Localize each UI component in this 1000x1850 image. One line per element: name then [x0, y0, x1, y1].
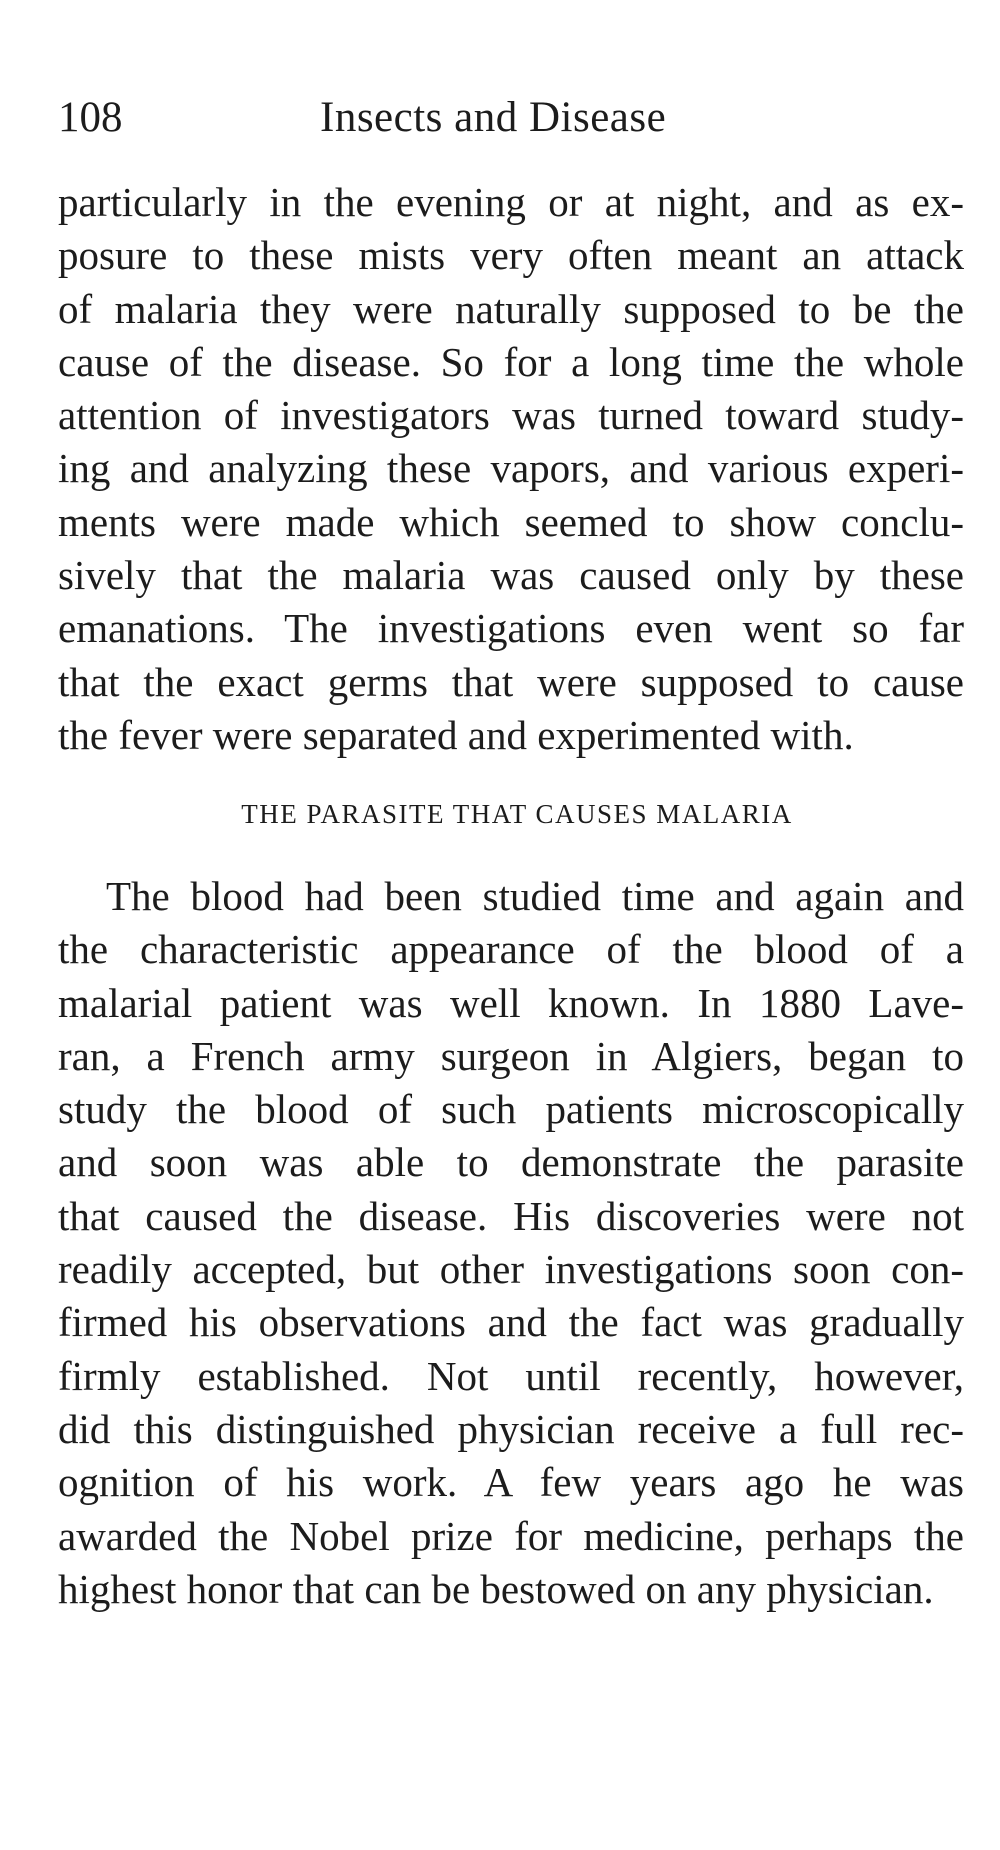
- text-line: The blood had been studied time and again and: [106, 873, 964, 919]
- text-line: did this distinguished physician receive a full rec-: [58, 1405, 964, 1452]
- text-line: firmly established. Not until recently, however,: [58, 1352, 964, 1399]
- running-title: Insects and Disease: [320, 94, 667, 141]
- page-number: 108: [58, 94, 123, 141]
- text-line: cause of the disease. So for a long time the whole: [58, 338, 964, 385]
- section-heading: THE PARASITE THAT CAUSES MALARIA: [241, 799, 793, 829]
- text-line: the fever were separated and experimented with.: [58, 711, 854, 758]
- paragraph-parasite: [58, 870, 964, 1616]
- text-line: and soon was able to demonstrate the parasite: [58, 1139, 964, 1186]
- text-line: particularly in the evening or at night, and as ex-: [58, 179, 964, 225]
- text-line: ments were made which seemed to show conclu-: [58, 498, 964, 545]
- text-line: posure to these mists very often meant an attack: [58, 232, 964, 279]
- text-line: awarded the Nobel prize for medicine, perhaps the: [58, 1512, 964, 1559]
- text-line: emanations. The investigations even went so far: [58, 605, 964, 652]
- text-line: firmed his observations and the fact was gradually: [58, 1299, 964, 1346]
- text-line: readily accepted, but other investigations soon con-: [58, 1246, 964, 1293]
- text-line: the characteristic appearance of the blood of a: [58, 926, 964, 973]
- text-line: sively that the malaria was caused only by these: [58, 552, 964, 599]
- text-line: ran, a French army surgeon in Algiers, began to: [58, 1032, 964, 1079]
- text-line: that caused the disease. His discoveries were not: [58, 1192, 964, 1239]
- text-line: that the exact germs that were supposed to cause: [58, 658, 964, 705]
- text-line: malarial patient was well known. In 1880 Lave-: [58, 979, 964, 1026]
- running-head: [58, 88, 958, 148]
- text-line: ing and analyzing these vapors, and various experi-: [58, 445, 964, 492]
- text-line: highest honor that can be bestowed on any physician.: [58, 1565, 934, 1612]
- text-line: attention of investigators was turned toward study-: [58, 392, 964, 439]
- text-line: ognition of his work. A few years ago he was: [58, 1459, 964, 1506]
- text-line: study the blood of such patients microscopically: [58, 1086, 964, 1133]
- text-line: of malaria they were naturally supposed to be the: [58, 285, 964, 332]
- paragraph-evening-mists: [58, 176, 964, 762]
